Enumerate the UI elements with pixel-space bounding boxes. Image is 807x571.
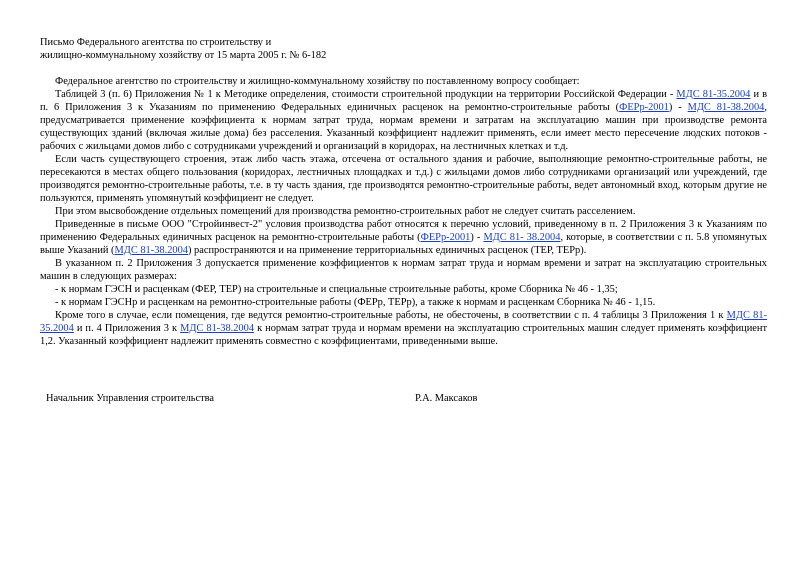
text-segment: ) - [470, 232, 484, 243]
text-segment: и в п. 6 Приложения 3 к Указаниям по применению Федеральных единичных расценок на ремонтно-строительные работы ( [40, 89, 767, 113]
link-ferr-2001[interactable]: ФЕРр-2001 [619, 102, 669, 113]
link-mds-81-38[interactable]: МДС 81- 38.2004 [483, 232, 561, 243]
paragraph-release-premises: При этом высвобождение отдельных помещений для производства ремонтно-строительных работ не следует считать расселением. [55, 206, 636, 217]
title-line-1: Письмо Федерального агентства по строительству и [40, 37, 272, 48]
text-segment: , которые, в соответствии с п. 5.8 упомянутых выше Указаний ( [40, 232, 767, 256]
intro-paragraph: Федеральное агентство по строительству и жилищно-коммунальному хозяйству по поставленному вопросу сообщает: [55, 76, 580, 87]
paragraph-not-deenergized [40, 309, 767, 348]
text-segment: Кроме того в случае, если помещения, где ведутся ремонтно-строительные работы, не обесточены, в соответствии с п. 4 таблицы 3 Приложения 1 к [55, 310, 727, 321]
signatory-name: Р.А. Максаков [415, 393, 478, 404]
text-segment: и п. 4 Приложения 3 к [73, 323, 181, 334]
text-segment: Таблицей 3 (п. 6) Приложения № 1 к Методике определения, стоимости строительной продукции на территории Российской Федерации - [55, 89, 677, 100]
text-segment: к нормам затрат труда и нормам времени на эксплуатацию строительных машин следует применять коэффициент 1,2. Указанный коэффициент надлежит применять совместно с коэффициентами, приведенными выше. [40, 323, 768, 347]
link-mds-81-38[interactable]: МДС 81-38.2004 [687, 102, 765, 113]
text-segment: , предусматривается применение коэффициента к нормам затрат труда, нормам времени и затратам на эксплуатацию машин при производстве ремонта существующих зданий (включая жилые дома) без расселения. Указанный коэффициент надлежит применять, если имеет место пересечение людских потоков - рабочих с жильцами домов либо с сотрудниками учреждений и организаций в коридорах, на лестничных клетках и т.д. [40, 102, 767, 152]
paragraph-isolated-part: Если часть существующего строения, этаж либо часть этажа, отсечена от остального здания и рабочие, выполняющие ремонтно-строительные работы, не пересекаются в местах общего пользования (коридорах, лестничных площадках и т.д.) с жильцами домов либо сотрудниками организаций или учреждений, где производятся ремонтно-строительные работы, т.е. в ту часть здания, где производятся ремонтно-строительные работы, ведет автономный вход, которым другие не пользуются, применять упомянутый коэффициент не следует. [40, 154, 767, 204]
link-mds-81-38[interactable]: МДС 81-38.2004 [114, 245, 188, 256]
link-ferr-2001[interactable]: ФЕРр-2001 [420, 232, 471, 243]
list-item-gesn: - к нормам ГЭСН и расценкам (ФЕР, ТЕР) на строительные и специальные строительные работы, кроме Сборника № 46 - 1,35; [55, 284, 618, 295]
document-title [40, 36, 767, 62]
paragraph-stroyinvest [40, 218, 767, 257]
title-line-2: жилищно-коммунальному хозяйству от 15 марта 2005 г. № 6-182 [40, 50, 327, 61]
link-mds-81-35[interactable]: МДС 81-35.2004 [40, 310, 767, 334]
link-mds-81-38[interactable]: МДС 81-38.2004 [180, 323, 255, 334]
paragraph-allowed-coefficients: В указанном п. 2 Приложения 3 допускается применение коэффициентов к нормам затрат труда и нормам времени и затрат на эксплуатацию строительных машин в следующих размерах: [40, 258, 767, 282]
text-segment: ) - [668, 102, 688, 113]
text-segment: ) распространяются и на применение территориальных единичных расценок (ТЕР, ТЕРр). [187, 245, 587, 256]
document-body [40, 36, 767, 348]
text-segment: Приведенные в письме ООО "Стройинвест-2" условия производства работ относятся к перечню условий, приведенному в п. 2 Приложения 3 к Указаниям по применению Федеральных единичных расценок на ремонтно-строительные работы ( [40, 219, 767, 243]
signatory-position: Начальник Управления строительства [46, 393, 215, 404]
link-mds-81-35[interactable]: МДС 81-35.2004 [676, 89, 751, 100]
paragraph-coefficient-basis [40, 88, 767, 153]
list-item-gesnr: - к нормам ГЭСНр и расценкам на ремонтно-строительные работы (ФЕРр, ТЕРр), а также к нормам и расценкам Сборника № 46 - 1,15. [55, 297, 656, 308]
